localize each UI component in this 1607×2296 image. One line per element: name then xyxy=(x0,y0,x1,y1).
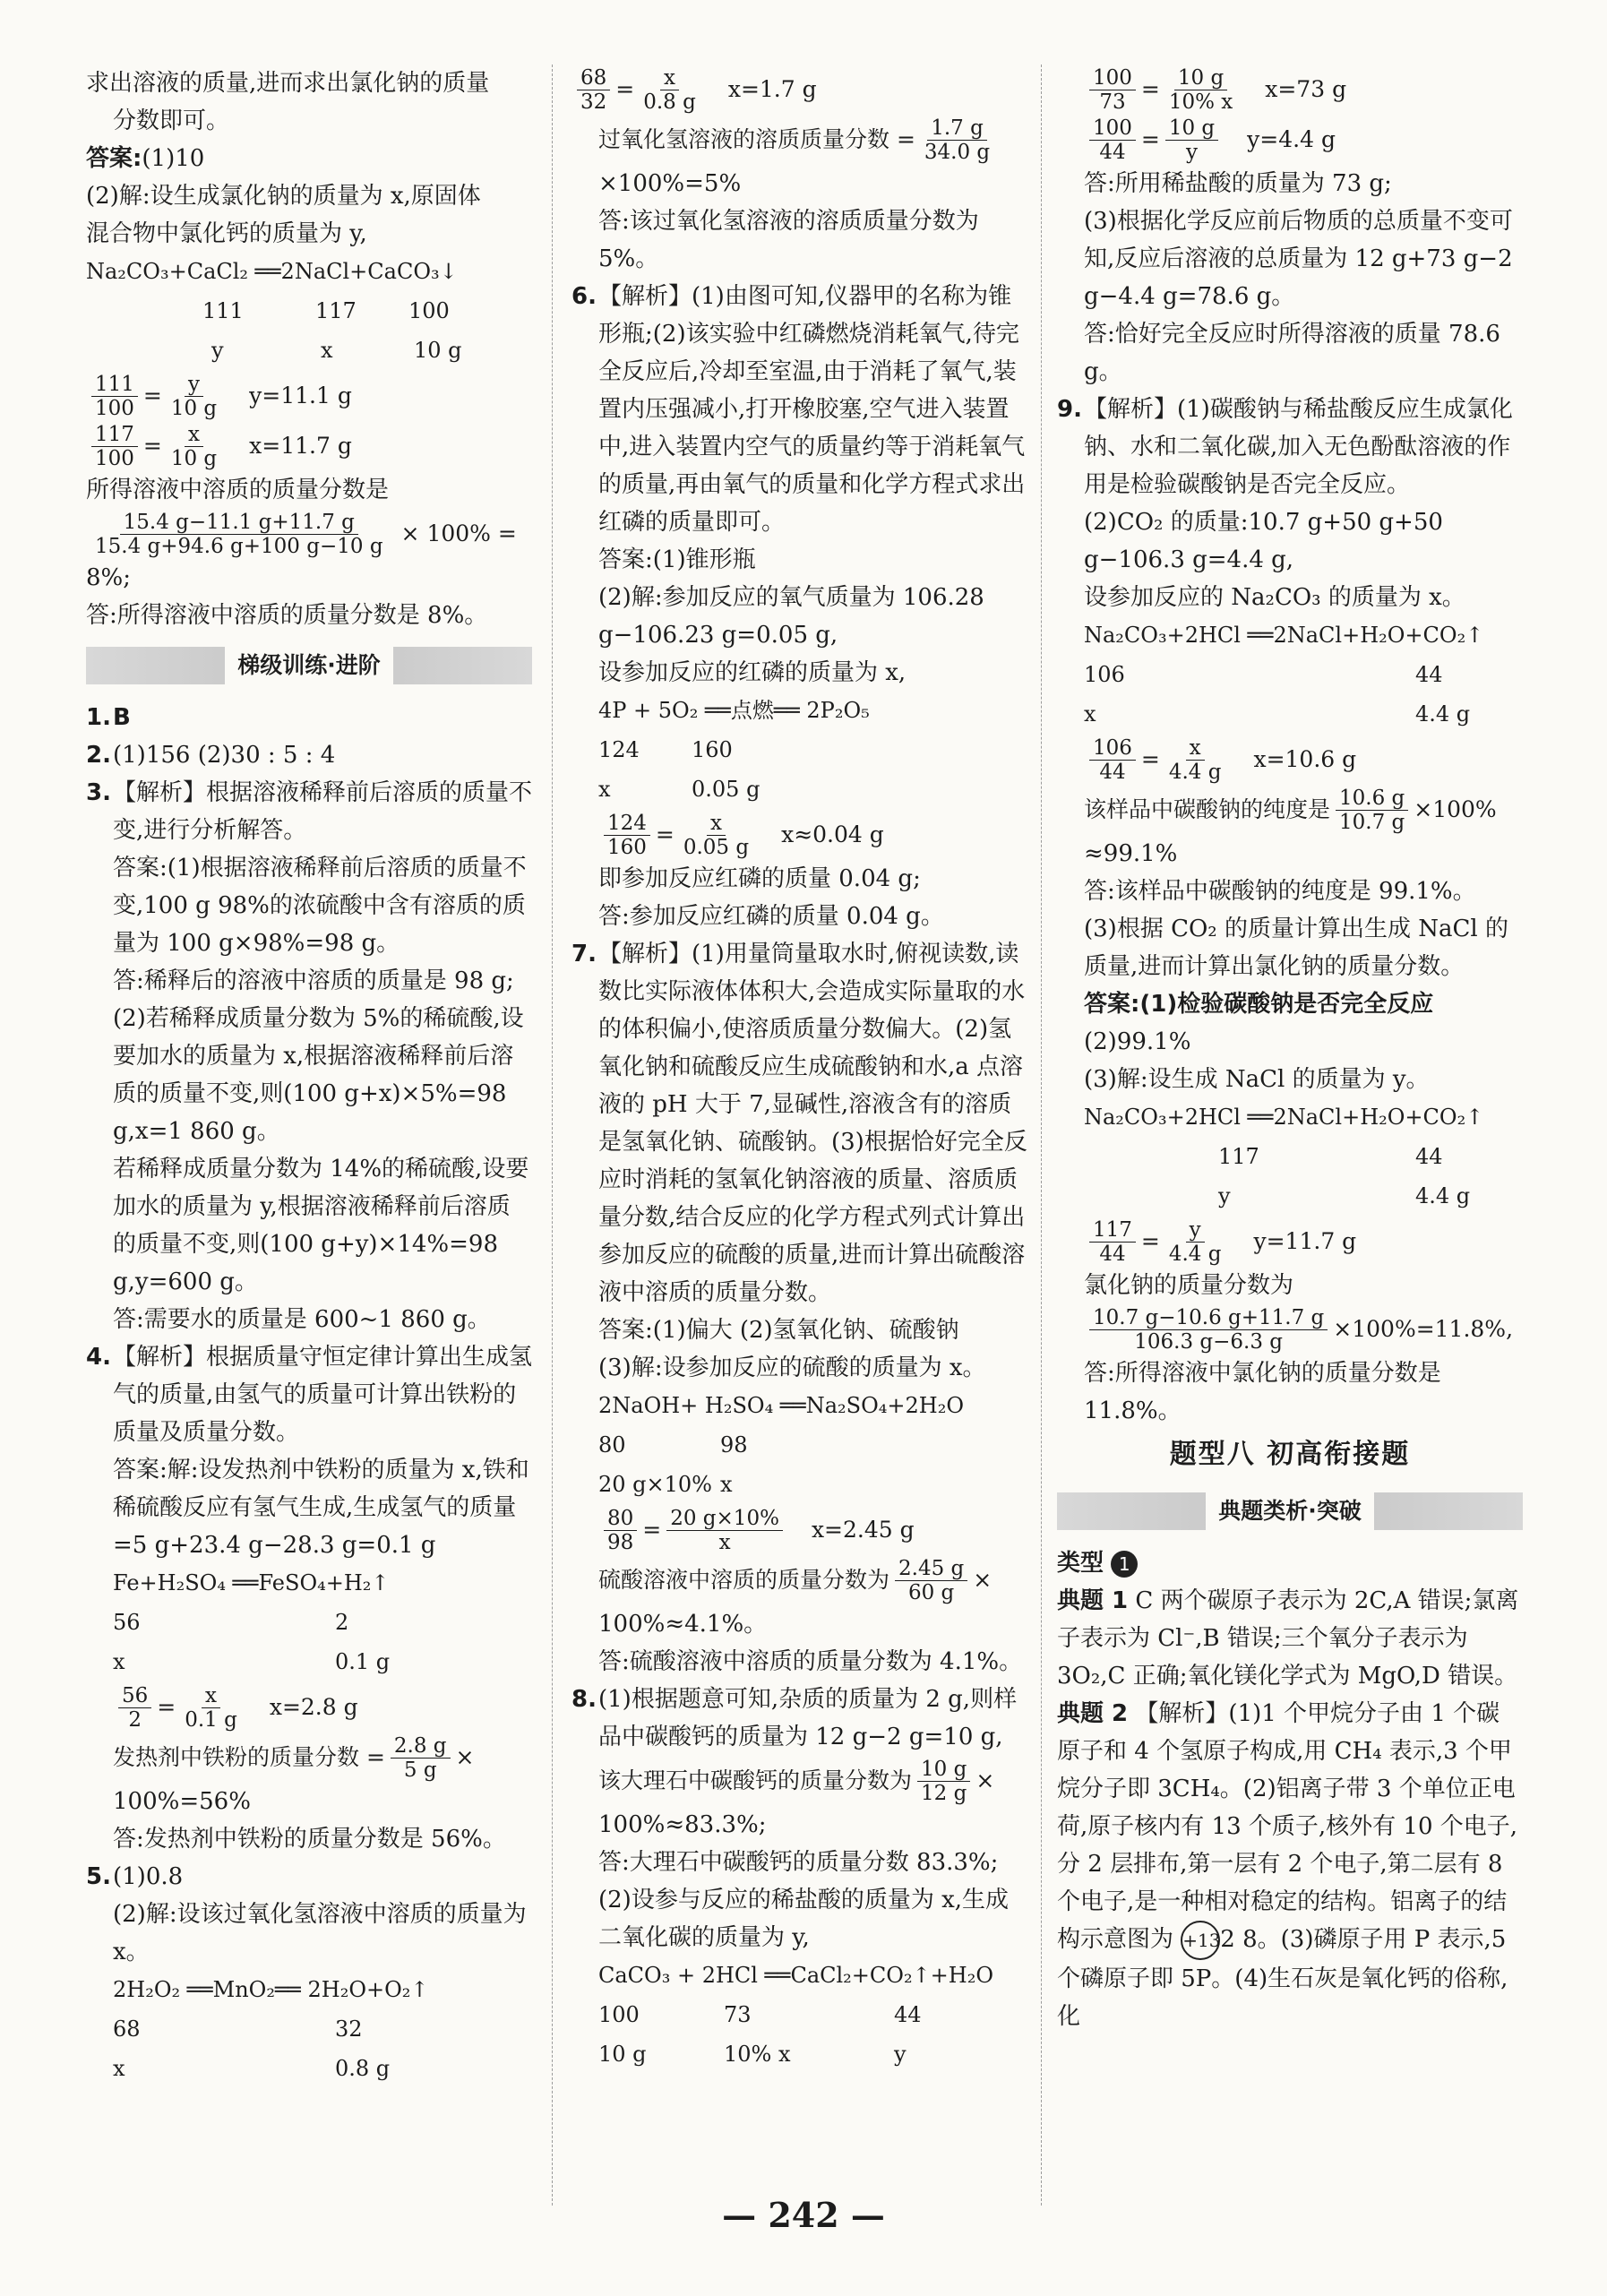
text-line: 答:该过氧化氢溶液的溶质质量分数为 5%。 xyxy=(598,208,979,272)
example-1: 典题 1 C 两个碳原子表示为 2C,A 错误;氯离子表示为 Cl⁻,B 错误;三个氧分子表示为 3O₂,C 正确;氧化镁化学式为 MgO,D 错误。 xyxy=(1057,1587,1519,1690)
section-banner: 典题类析·突破 xyxy=(1057,1487,1523,1535)
ion-structure-diagram: +13 xyxy=(1181,1921,1220,1960)
column-2 xyxy=(571,64,1028,2075)
example-2: 典题 2 【解析】(1)1 个甲烷分子由 1 个碳原子和 4 个氢原子构成,用 CH₄ 表示,3 个甲烷分子即 3CH₄。(2)铝离子带 3 个单位正电荷,原子核内有 13 个质子,核外有 10 个电子,分 2 层排布,第一层有 2 个电子,第二层有 8 个电子,是一种相对稳定的结构。铝离子的结构示意图为 +132 8。(3)磷原子用 P 表示,5 个磷原子即 5P。(4)生石灰是氧化钙的俗称,化 xyxy=(1057,1700,1518,2030)
text-line: (2)解:设生成氯化钠的质量为 x,原固体 xyxy=(86,183,481,210)
ratio-equation: $\frac{100}{44}$ = $\frac{10 g}{y}$ y=4.4 g xyxy=(1057,115,1523,165)
equation-mass-row: 111 117 100 xyxy=(202,298,450,323)
text-line: 混合物中氯化钙的质量为 y, xyxy=(86,220,367,247)
text-line: 分数即可。 xyxy=(113,107,230,134)
column-3 xyxy=(1057,64,1523,2035)
ratio-equation: $\frac{117}{100}$ = $\frac{x}{10 g}$ x=11.7 g xyxy=(86,421,532,471)
question-7: 7. 【解析】(1)用量筒量取水时,俯视读数,读数比实际液体体积大,会造成实际量取的水的体积偏小,使溶质质量分数偏大。(2)氢氧化钠和硫酸反应生成硫酸钠和水,a 点溶液的 pH 大于 7,显碱性,溶液含有的溶质是氢氧化钠、硫酸钠。(3)根据恰好完全反应时消耗的氢氧化钠溶液的质量、溶质质量分数,结合反应的化学方程式列式计算出参加反应的硫酸的质量,进而计算出硫酸溶液中溶质的质量分数。 答案:(1)偏大 (2)氢氧化钠、硫酸钠 (3)解:设参加反应的硫酸的质量为 x。 2NaOH+ H₂SO₄ ══Na₂SO₄+2H₂O 80 98 20 g×10% x $\frac{80}{98}$ = $\frac{20 g\times 10\%}{x}$ x=2.45 g 硫酸溶液中溶质的质量分数为 $\frac{2.45 g}{60 g}$ × 100%≈4.1%。 答:硫酸溶液中溶质的质量分数为 4.1%。 xyxy=(571,941,1027,1675)
text-line: 答:所用稀盐酸的质量为 73 g; xyxy=(1084,170,1392,197)
chemical-equation: Na₂CO₃+CaCl₂ ══2NaCl+CaCO₃↓ xyxy=(86,259,458,284)
question-3: 3. 【解析】根据溶液稀释前后溶质的质量不变,进行分析解答。 答案:(1)根据溶液稀释前后溶质的质量不变,100 g 98%的浓硫酸中含有溶质的质量为 100 g×98%=98 g。 答:稀释后的溶液中溶质的质量是 98 g; (2)若稀释成质量分数为 5%的稀硫酸,设要加水的质量为 x,根据溶液稀释前后溶质的质量不变,则(100 g+x)×5%=98 g,x=1 860 g。 若稀释成质量分数为 14%的稀硫酸,设要加水的质量为 y,根据溶液稀释前后溶质的质量不变,则(100 g+y)×14%=98 g,y=600 g。 答:需要水的质量是 600~1 860 g。 xyxy=(86,779,533,1333)
question-4: 4. 【解析】根据质量守恒定律计算出生成氢气的质量,由氢气的质量可计算出铁粉的质量及质量分数。 答案:解:设发热剂中铁粉的质量为 x,铁和稀硫酸反应有氢气生成,生成氢气的质量=5 g+23.4 g−28.3 g=0.1 g Fe+H₂SO₄ ══FeSO₄+H₂↑ 56 2 x 0.1 g $\frac{56}{2}$ = $\frac{x}{0.1 g}$ x=2.8 g 发热剂中铁粉的质量分数 = $\frac{2.8 g}{5 g}$ × 100%=56% 答:发热剂中铁粉的质量分数是 56%。 xyxy=(86,1344,533,1853)
equation-value-row: y x 10 g xyxy=(211,338,462,363)
question-9: 9. 【解析】(1)碳酸钠与稀盐酸反应生成氯化钠、水和二氧化碳,加入无色酚酞溶液的作用是检验碳酸钠是否完全反应。 (2)CO₂ 的质量:10.7 g+50 g+50 g−106.3 g=4.4 g, 设参加反应的 Na₂CO₃ 的质量为 x。 Na₂CO₃+2HCl ══2NaCl+H₂O+CO₂↑ 106 44 x 4.4 g $\frac{106}{44}$ = $\frac{x}{4.4 g}$ x=10.6 g 该样品中碳酸钠的纯度是 $\frac{10.6 g}{10.7 g}$ ×100% ≈99.1% 答:该样品中碳酸钠的纯度是 99.1%。 (3)根据 CO₂ 的质量计算出生成 NaCl 的质量,进而计算出氯化钠的质量分数。 答案:(1)检验碳酸钠是否完全反应 (2)99.1% (3)解:设生成 NaCl 的质量为 y。 Na₂CO₃+2HCl ══2NaCl+H₂O+CO₂↑ 117 44 y 4.4 g $\frac{117}{44}$ = $\frac{y}{4.4 g}$ y=11.7 g 氯化钠的质量分数为 $\frac{10.7 g-10.6 g+11.7 g}{106.3 g-6.3 g}$ ×100%=11.8%, 答:所得溶液中氯化钠的质量分数是 11.8%。 xyxy=(1057,396,1514,1424)
question-6: 6. 【解析】(1)由图可知,仪器甲的名称为锥形瓶;(2)该实验中红磷燃烧消耗氧气,待完全反应后,冷却至室温,由于消耗了氧气,装置内压强减小,打开橡胶塞,空气进入装置中,进入装置内空气的质量约等于消耗氧气的质量,再由氧气的质量和化学方程式求出红磷的质量即可。 答案:(1)锥形瓶 (2)解:参加反应的氧气质量为 106.28 g−106.23 g=0.05 g, 设参加反应的红磷的质量为 x, 4P + 5O₂ ══点燃══ 2P₂O₅ 124 160 x 0.05 g $\frac{124}{160}$ = $\frac{x}{0.05 g}$ x≈0.04 g 即参加反应红磷的质量 0.04 g; 答:参加反应红磷的质量 0.04 g。 xyxy=(571,283,1026,930)
text-line: 求出溶液的质量,进而求出氯化钠的质量 xyxy=(86,70,490,97)
question-1: 1. B xyxy=(86,704,131,731)
section-title: 题型八 初高衔接题 xyxy=(1169,1439,1411,1470)
section-banner: 梯级训练·进阶 xyxy=(86,641,532,690)
question-8: 8. (1)根据题意可知,杂质的质量为 2 g,则样品中碳酸钙的质量为 12 g−2 g=10 g, 该大理石中碳酸钙的质量分数为 $\frac{10 g}{12 g}$ × 100%≈83.3%; 答:大理石中碳酸钙的质量分数 83.3%; (2)设参与反应的稀盐酸的质量为 x,生成二氧化碳的质量为 y, CaCO₃ + 2HCl ══CaCl₂+CO₂↑+H₂O 100 73 44 10 g 10% x y xyxy=(571,1686,1018,2067)
column-1 xyxy=(86,64,532,2089)
type-heading: 类型 1 xyxy=(1057,1544,1523,1582)
page-number: — 242 — xyxy=(722,2195,885,2235)
text-line: ×100%=5% xyxy=(598,170,742,197)
text-line: 答:所得溶液中溶质的质量分数是 8%。 xyxy=(86,602,488,629)
text-line: 答:恰好完全反应时所得溶液的质量 78.6 g。 xyxy=(1084,321,1500,385)
answer-label: 答案: xyxy=(86,145,142,172)
fraction-expression: 过氧化氢溶液的溶质质量分数 = $\frac{1.7 g}{34.0 g}$ xyxy=(598,116,991,164)
text-line: 所得溶液中溶质的质量分数是 xyxy=(86,477,390,503)
column-divider xyxy=(1041,64,1042,2206)
text-line: 8%; xyxy=(86,564,132,591)
ratio-equation: $\frac{68}{32}$ = $\frac{x}{0.8 g}$ x=1.7 g xyxy=(571,64,1028,115)
column-divider xyxy=(552,64,553,2206)
number-badge: 1 xyxy=(1111,1551,1138,1578)
text-line: (3)根据化学反应前后物质的总质量不变可知,反应后溶液的总质量为 12 g+73 g−2 g−4.4 g=78.6 g。 xyxy=(1084,208,1513,310)
ratio-equation: $\frac{111}{100}$ = $\frac{y}{10 g}$ y=11.1 g xyxy=(86,371,532,421)
text-line: (1)10 xyxy=(142,145,205,172)
question-5: 5. (1)0.8 (2)解:设该过氧化氢溶液中溶质的质量为 x。 2H₂O₂ ══MnO₂══ 2H₂O+O₂↑ 68 32 x 0.8 g xyxy=(86,1863,527,2081)
question-2: 2. (1)156 (2)30 : 5 : 4 xyxy=(86,742,336,769)
fraction-expression: $\frac{15.4 g-11.1 g+11.7 g}{15.4 g+94.6 g+100 g-10 g}$ × 100% = xyxy=(95,510,517,558)
ratio-equation: $\frac{100}{73}$ = $\frac{10 g}{10\% x}$ x=73 g xyxy=(1057,64,1523,115)
